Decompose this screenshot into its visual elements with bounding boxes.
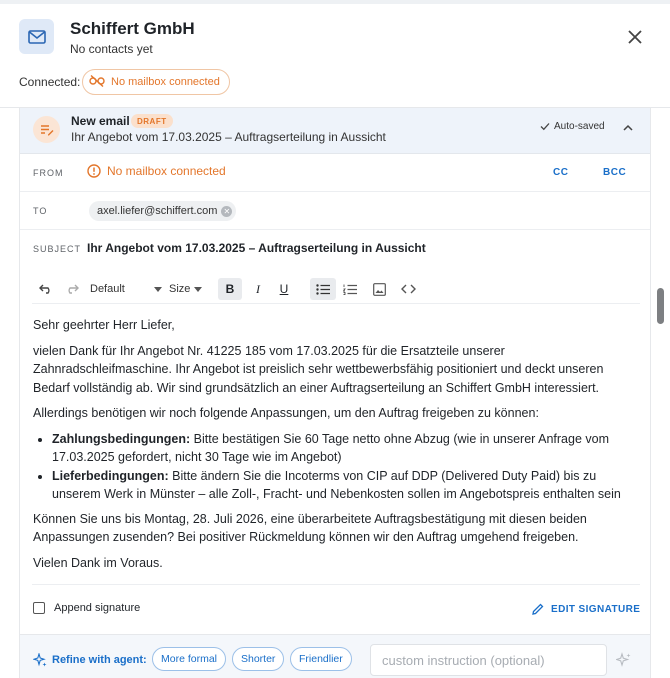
bcc-button[interactable]: BCC: [603, 167, 627, 178]
refine-bar: [20, 635, 650, 678]
italic-icon[interactable]: I: [256, 281, 260, 296]
edit-signature-button[interactable]: [532, 603, 640, 615]
autosaved-status: [540, 121, 605, 132]
append-signature-checkbox[interactable]: [33, 602, 45, 614]
redo-icon[interactable]: [62, 278, 82, 300]
mailbox-status-text: No mailbox connected: [111, 76, 220, 88]
email-draft-card: [19, 108, 651, 678]
bold-icon[interactable]: B: [218, 278, 242, 300]
from-mailbox-status[interactable]: [87, 164, 226, 178]
connected-label: Connected:: [19, 75, 81, 89]
draft-subject-preview: Ihr Angebot vom 17.03.2025 – Auftragserteilung in Aussicht: [71, 130, 386, 144]
edit-signature-label: EDIT SIGNATURE: [551, 603, 641, 615]
append-signature-row[interactable]: [33, 602, 140, 614]
custom-instruction-input[interactable]: custom instruction (optional): [370, 644, 607, 676]
company-name: Schiffert GmbH: [70, 19, 195, 38]
sparkle-send-icon[interactable]: [616, 652, 632, 668]
image-icon[interactable]: [367, 278, 391, 300]
list-item-heading: Lieferbedingungen:: [52, 468, 169, 483]
body-paragraph: vielen Dank für Ihr Angebot Nr. 41225 185 vom 17.03.2025 für die Ersatzteile unserer Zahnradschleifmaschine. Ihr Angebot ist preislich sehr wettbewerbsfähig positioniert und deckt unseren Bedarf vollständig ab. Wir sind grundsätzlich an einer Auftragserteilung an Schiffert GmbH interessiert.: [33, 343, 604, 395]
pencil-icon: [532, 603, 544, 615]
body-paragraph: Können Sie uns bis Montag, 28. Juli 2026, eine überarbeitete Auftragsbestätigung mit diesen beiden Anpassungen zusenden? Bei positiver Rückmeldung können wir den Auftrag umgehend freigeben.: [33, 511, 587, 544]
chevron-down-icon: [194, 287, 202, 292]
font-select-value: Default: [90, 283, 125, 295]
chevron-down-icon: [154, 287, 162, 292]
sparkle-icon: [33, 653, 47, 667]
from-value: No mailbox connected: [107, 164, 226, 178]
contacts-status: No contacts yet: [70, 42, 153, 56]
greeting: Sehr geehrter Herr Liefer,: [33, 318, 175, 332]
link-off-icon: [89, 75, 105, 90]
formatting-toolbar: [32, 274, 640, 304]
code-icon[interactable]: [396, 278, 420, 300]
edit-note-icon: [33, 116, 60, 143]
refine-label: [33, 653, 147, 667]
closing: Vielen Dank im Voraus.: [33, 555, 163, 570]
recipient-chip[interactable]: [89, 201, 236, 221]
shorter-button[interactable]: Shorter: [232, 647, 284, 671]
draft-header[interactable]: [20, 108, 650, 154]
alert-circle-icon: [87, 164, 101, 178]
from-row: [20, 154, 650, 192]
remove-recipient-icon[interactable]: ✕: [221, 206, 232, 217]
list-item: [52, 430, 643, 467]
close-icon[interactable]: [624, 26, 646, 48]
to-label: TO: [33, 206, 48, 216]
underline-icon[interactable]: U: [279, 282, 289, 296]
draft-badge: DRAFT: [131, 114, 173, 128]
mailbox-status-pill[interactable]: [82, 69, 230, 95]
mail-icon: [19, 19, 54, 54]
numbered-list-icon[interactable]: [338, 278, 362, 300]
undo-icon[interactable]: [36, 278, 56, 300]
list-item-heading: Zahlungsbedingungen:: [52, 431, 191, 446]
subject-input[interactable]: Ihr Angebot vom 17.03.2025 – Auftragserteilung in Aussicht: [87, 241, 426, 255]
recipient-email: axel.liefer@schiffert.com: [97, 205, 218, 217]
list-item: [52, 467, 643, 504]
check-icon: [540, 122, 550, 131]
size-select-value: Size: [169, 283, 191, 295]
header: [0, 4, 670, 108]
body-paragraph: Allerdings benötigen wir noch folgende Anpassungen, um den Auftrag freigeben zu können:: [33, 406, 539, 420]
to-row: [20, 192, 650, 230]
list-item-text: Bitte bestätigen Sie 60 Tage netto ohne Abzug (wie in unserer Anfrage vom 17.03.2025 gefordert, nicht 30 Tage wie im Angebot): [52, 431, 609, 464]
append-signature-label: Append signature: [54, 602, 141, 614]
more-formal-button[interactable]: More formal: [152, 647, 226, 671]
list-item-text: Bitte ändern Sie die Incoterms von CIP auf DDP (Delivered Duty Paid) bis zu unserem Werk in Münster – alle Zoll-, Fracht- und Nebenkosten sollen im Angebotspreis enthalten sein: [52, 468, 621, 501]
requirements-list: [33, 430, 643, 504]
subject-row: [20, 230, 650, 268]
from-label: FROM: [33, 168, 64, 178]
refine-label-text: Refine with agent:: [52, 654, 147, 666]
friendlier-button[interactable]: Friendlier: [290, 647, 352, 671]
bullet-list-icon[interactable]: [310, 278, 336, 300]
email-body-editor[interactable]: [33, 316, 643, 579]
scrollbar-thumb[interactable]: [657, 288, 664, 324]
subject-label: SUBJECT: [33, 244, 82, 254]
divider: [32, 584, 640, 585]
draft-title: New email: [71, 114, 130, 128]
chevron-up-icon[interactable]: [620, 119, 636, 135]
cc-button[interactable]: CC: [553, 167, 569, 178]
size-select[interactable]: [169, 278, 209, 300]
font-select[interactable]: [90, 278, 162, 300]
autosaved-text: Auto-saved: [554, 121, 605, 132]
